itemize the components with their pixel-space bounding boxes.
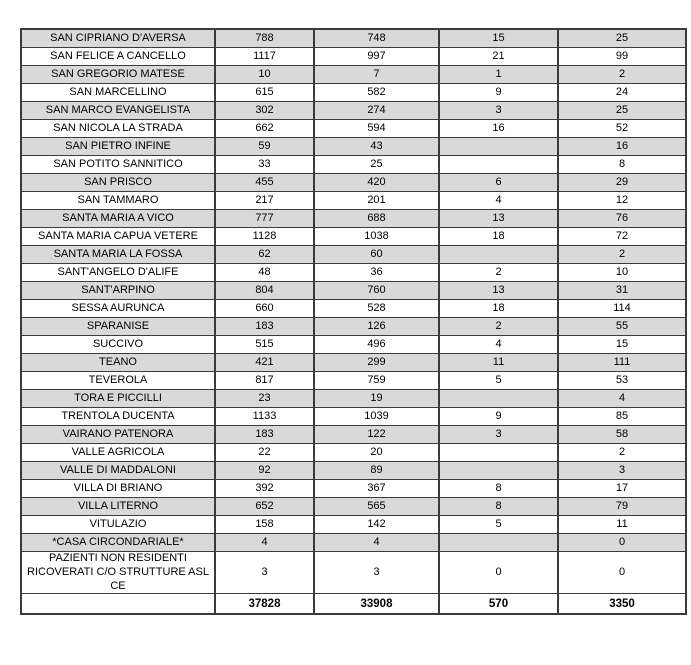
municipality-name: SANTA MARIA A VICO (21, 210, 215, 228)
value-cell: 48 (215, 264, 314, 282)
municipality-name: *CASA CIRCONDARIALE* (21, 534, 215, 552)
value-cell: 6 (439, 174, 558, 192)
value-cell: 1117 (215, 48, 314, 66)
value-cell: 3 (558, 462, 686, 480)
value-cell (439, 246, 558, 264)
table-row (21, 516, 686, 534)
table-row (21, 372, 686, 390)
value-cell: 55 (558, 318, 686, 336)
municipality-name: VITULAZIO (21, 516, 215, 534)
value-cell: 13 (439, 282, 558, 300)
value-cell: 274 (314, 102, 439, 120)
value-cell: 0 (558, 534, 686, 552)
value-cell: 12 (558, 192, 686, 210)
table-row (21, 29, 686, 48)
value-cell: 201 (314, 192, 439, 210)
value-cell: 59 (215, 138, 314, 156)
table-row (21, 174, 686, 192)
municipality-name: SANT'ARPINO (21, 282, 215, 300)
table-body (21, 29, 686, 594)
value-cell (439, 462, 558, 480)
municipality-name: SAN MARCO EVANGELISTA (21, 102, 215, 120)
municipality-table (20, 28, 687, 615)
value-cell: 8 (439, 498, 558, 516)
value-cell: 594 (314, 120, 439, 138)
table-row (21, 102, 686, 120)
value-cell: 22 (215, 444, 314, 462)
value-cell: 111 (558, 354, 686, 372)
table-row (21, 426, 686, 444)
municipality-name: SAN CIPRIANO D'AVERSA (21, 29, 215, 48)
table-row (21, 390, 686, 408)
value-cell: 367 (314, 480, 439, 498)
table-row (21, 264, 686, 282)
table-row (21, 300, 686, 318)
municipality-name: VILLA DI BRIANO (21, 480, 215, 498)
value-cell: 33 (215, 156, 314, 174)
value-cell: 5 (439, 372, 558, 390)
value-cell: 72 (558, 228, 686, 246)
value-cell: 23 (215, 390, 314, 408)
totals-row (21, 594, 686, 615)
value-cell: 804 (215, 282, 314, 300)
value-cell: 1128 (215, 228, 314, 246)
value-cell: 79 (558, 498, 686, 516)
value-cell: 420 (314, 174, 439, 192)
municipality-name: TEVEROLA (21, 372, 215, 390)
table-row (21, 84, 686, 102)
value-cell: 183 (215, 426, 314, 444)
value-cell: 302 (215, 102, 314, 120)
value-cell: 217 (215, 192, 314, 210)
value-cell: 1 (439, 66, 558, 84)
value-cell: 85 (558, 408, 686, 426)
value-cell (439, 444, 558, 462)
table-row (21, 444, 686, 462)
value-cell: 3 (439, 426, 558, 444)
municipality-name: SAN FELICE A CANCELLO (21, 48, 215, 66)
value-cell: 662 (215, 120, 314, 138)
value-cell: 60 (314, 246, 439, 264)
municipality-name: TEANO (21, 354, 215, 372)
table-row (21, 138, 686, 156)
value-cell: 19 (314, 390, 439, 408)
value-cell: 8 (439, 480, 558, 498)
municipality-name: SANTA MARIA CAPUA VETERE (21, 228, 215, 246)
value-cell: 76 (558, 210, 686, 228)
value-cell: 16 (558, 138, 686, 156)
value-cell (439, 534, 558, 552)
municipality-name: TRENTOLA DUCENTA (21, 408, 215, 426)
value-cell: 2 (558, 246, 686, 264)
table-row (21, 534, 686, 552)
municipality-name: TORA E PICCILLI (21, 390, 215, 408)
value-cell: 18 (439, 228, 558, 246)
value-cell: 18 (439, 300, 558, 318)
value-cell: 15 (439, 29, 558, 48)
value-cell: 3 (439, 102, 558, 120)
value-cell: 565 (314, 498, 439, 516)
value-cell: 99 (558, 48, 686, 66)
municipality-name: VAIRANO PATENORA (21, 426, 215, 444)
value-cell: 9 (439, 408, 558, 426)
value-cell: 3 (215, 552, 314, 594)
value-cell: 20 (314, 444, 439, 462)
value-cell: 122 (314, 426, 439, 444)
value-cell: 455 (215, 174, 314, 192)
table-row (21, 228, 686, 246)
totals-value-3: 570 (439, 594, 558, 615)
value-cell: 299 (314, 354, 439, 372)
value-cell: 2 (558, 444, 686, 462)
municipality-name: SUCCIVO (21, 336, 215, 354)
value-cell: 58 (558, 426, 686, 444)
value-cell: 2 (439, 318, 558, 336)
value-cell: 496 (314, 336, 439, 354)
value-cell: 11 (439, 354, 558, 372)
municipality-name: SAN GREGORIO MATESE (21, 66, 215, 84)
value-cell: 652 (215, 498, 314, 516)
value-cell: 16 (439, 120, 558, 138)
value-cell: 10 (215, 66, 314, 84)
value-cell: 52 (558, 120, 686, 138)
value-cell: 24 (558, 84, 686, 102)
value-cell: 114 (558, 300, 686, 318)
value-cell: 126 (314, 318, 439, 336)
value-cell: 760 (314, 282, 439, 300)
value-cell: 777 (215, 210, 314, 228)
municipality-name: SAN PRISCO (21, 174, 215, 192)
municipality-name: SESSA AURUNCA (21, 300, 215, 318)
value-cell: 582 (314, 84, 439, 102)
municipality-name: VILLA LITERNO (21, 498, 215, 516)
municipality-name: PAZIENTI NON RESIDENTI RICOVERATI C/O STRUTTURE ASL CE (21, 552, 215, 594)
value-cell: 688 (314, 210, 439, 228)
municipality-name: SAN PIETRO INFINE (21, 138, 215, 156)
table-row (21, 48, 686, 66)
municipality-name: SAN MARCELLINO (21, 84, 215, 102)
value-cell: 13 (439, 210, 558, 228)
value-cell: 4 (439, 336, 558, 354)
value-cell: 421 (215, 354, 314, 372)
value-cell: 4 (215, 534, 314, 552)
value-cell: 528 (314, 300, 439, 318)
table-row (21, 156, 686, 174)
value-cell: 0 (439, 552, 558, 594)
value-cell: 1133 (215, 408, 314, 426)
value-cell: 817 (215, 372, 314, 390)
value-cell: 89 (314, 462, 439, 480)
value-cell: 21 (439, 48, 558, 66)
table-footer (21, 594, 686, 615)
value-cell: 142 (314, 516, 439, 534)
value-cell (439, 156, 558, 174)
value-cell: 15 (558, 336, 686, 354)
totals-label (21, 594, 215, 615)
value-cell: 997 (314, 48, 439, 66)
value-cell: 8 (558, 156, 686, 174)
value-cell: 3 (314, 552, 439, 594)
value-cell: 9 (439, 84, 558, 102)
totals-value-2: 33908 (314, 594, 439, 615)
value-cell: 1038 (314, 228, 439, 246)
value-cell: 62 (215, 246, 314, 264)
value-cell: 25 (558, 29, 686, 48)
municipality-name: SPARANISE (21, 318, 215, 336)
value-cell: 158 (215, 516, 314, 534)
value-cell: 1039 (314, 408, 439, 426)
value-cell: 660 (215, 300, 314, 318)
municipality-name: SAN NICOLA LA STRADA (21, 120, 215, 138)
value-cell: 4 (558, 390, 686, 408)
value-cell: 43 (314, 138, 439, 156)
table-row (21, 498, 686, 516)
value-cell: 759 (314, 372, 439, 390)
value-cell: 788 (215, 29, 314, 48)
table-row (21, 66, 686, 84)
value-cell: 25 (314, 156, 439, 174)
table-row (21, 336, 686, 354)
value-cell: 25 (558, 102, 686, 120)
value-cell: 17 (558, 480, 686, 498)
table-row (21, 282, 686, 300)
value-cell: 29 (558, 174, 686, 192)
table-row (21, 552, 686, 594)
table-row (21, 354, 686, 372)
value-cell: 4 (314, 534, 439, 552)
table-row (21, 246, 686, 264)
value-cell (439, 138, 558, 156)
table-row (21, 480, 686, 498)
value-cell: 0 (558, 552, 686, 594)
table-row (21, 462, 686, 480)
value-cell: 615 (215, 84, 314, 102)
value-cell: 2 (439, 264, 558, 282)
table-row (21, 318, 686, 336)
value-cell: 36 (314, 264, 439, 282)
value-cell: 4 (439, 192, 558, 210)
value-cell: 92 (215, 462, 314, 480)
totals-value-4: 3350 (558, 594, 686, 615)
municipality-name: SAN TAMMARO (21, 192, 215, 210)
value-cell: 2 (558, 66, 686, 84)
totals-value-1: 37828 (215, 594, 314, 615)
value-cell: 183 (215, 318, 314, 336)
municipality-name: VALLE AGRICOLA (21, 444, 215, 462)
table-row (21, 120, 686, 138)
municipality-name: SANT'ANGELO D'ALIFE (21, 264, 215, 282)
municipality-name: VALLE DI MADDALONI (21, 462, 215, 480)
table-row (21, 192, 686, 210)
value-cell: 7 (314, 66, 439, 84)
value-cell: 11 (558, 516, 686, 534)
table-row (21, 210, 686, 228)
value-cell: 748 (314, 29, 439, 48)
value-cell (439, 390, 558, 408)
value-cell: 5 (439, 516, 558, 534)
value-cell: 31 (558, 282, 686, 300)
value-cell: 392 (215, 480, 314, 498)
table-row (21, 408, 686, 426)
value-cell: 515 (215, 336, 314, 354)
value-cell: 10 (558, 264, 686, 282)
municipality-name: SANTA MARIA LA FOSSA (21, 246, 215, 264)
municipality-name: SAN POTITO SANNITICO (21, 156, 215, 174)
value-cell: 53 (558, 372, 686, 390)
